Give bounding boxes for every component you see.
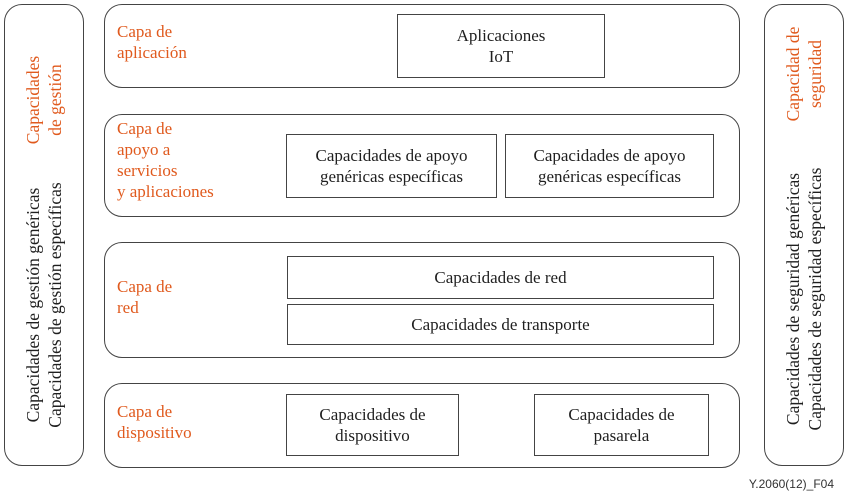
security-specific: Capacidades de seguridad específicas [805, 167, 825, 431]
network-layer-label: Capa de red [117, 277, 173, 317]
security-title-line2: seguridad [805, 39, 825, 109]
management-specific: Capacidades de gestión específicas [45, 182, 65, 428]
network-capabilities-box: Capacidades de red [287, 256, 714, 299]
device-capabilities-box: Capacidades de dispositivo [286, 394, 459, 456]
support-layer-label: Capa de apoyo a servicios y aplicaciones [117, 119, 214, 201]
security-title-line1: Capacidad de [783, 26, 803, 122]
device-layer [104, 383, 740, 468]
iot-applications-box: Aplicaciones IoT [397, 14, 605, 78]
management-capabilities [22, 145, 68, 465]
application-layer [104, 4, 740, 88]
management-title-line1: Capacidades [23, 55, 43, 145]
support-capabilities-box-left: Capacidades de apoyo genéricas específicas [286, 134, 497, 198]
application-layer-label: Capa de aplicación [117, 22, 187, 62]
security-panel [764, 4, 844, 466]
device-layer-label: Capa de dispositivo [117, 402, 192, 442]
figure-reference: Y.2060(12)_F04 [748, 477, 834, 491]
security-capabilities [782, 129, 828, 469]
management-panel [4, 4, 84, 466]
network-layer [104, 242, 740, 358]
management-title-line2: de gestión [45, 64, 65, 136]
support-capabilities-box-right: Capacidades de apoyo genéricas específicas [505, 134, 714, 198]
transport-capabilities-box: Capacidades de transporte [287, 304, 714, 345]
security-generic: Capacidades de seguridad genéricas [783, 172, 803, 426]
support-layer [104, 114, 740, 217]
management-generic: Capacidades de gestión genéricas [23, 187, 43, 423]
gateway-capabilities-box: Capacidades de pasarela [534, 394, 709, 456]
